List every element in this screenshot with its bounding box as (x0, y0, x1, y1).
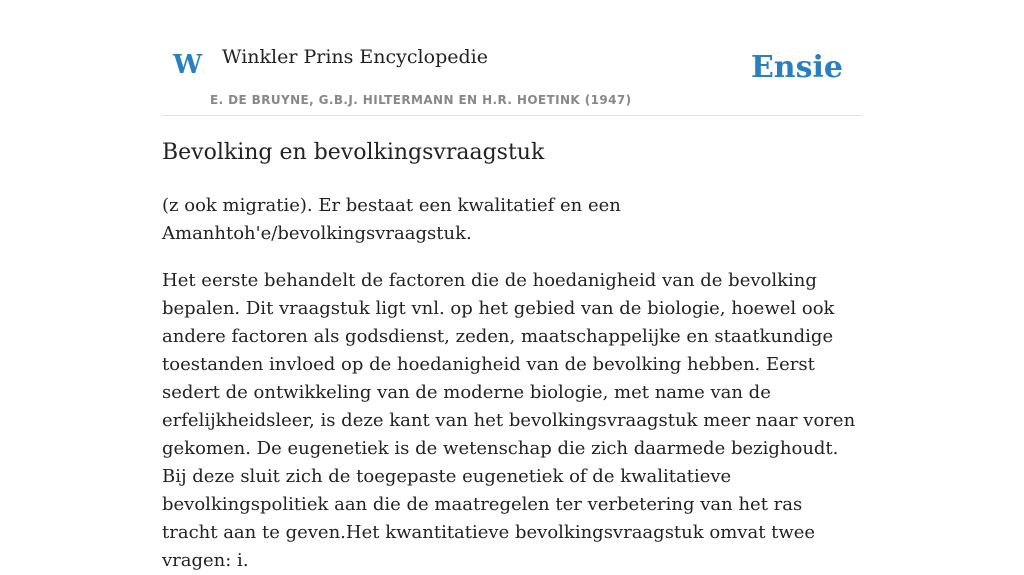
ensie-logo[interactable]: Ensie (750, 50, 843, 85)
site-title[interactable]: Winkler Prins Encyclopedie (222, 46, 488, 68)
authors-credit: E. DE BRUYNE, G.B.J. HILTERMANN EN H.R. HOETINK (1947) (210, 93, 632, 107)
article-paragraph-intro: (z ook migratie). Er bestaat een kwalitatief en een Amanhtoh'e/bevolkingsvraagstuk. (162, 195, 621, 244)
encyclopedia-logo[interactable]: W (173, 50, 203, 80)
article-paragraph-body: Het eerste behandelt de factoren die de hoedanigheid van de bevolking bepalen. Dit vraagstuk ligt vnl. op het gebied van de biologie, hoewel ook andere factoren als godsdienst, zeden, maatschappelijke en staatkundige toestanden invloed op de hoedanigheid van de bevolking hebben. Eerst sedert de ontwikkeling van de moderne biologie, met name van de erfelijkheidsleer, is deze kant van het bevolkingsvraagstuk meer naar voren gekomen. De eugenetiek is de wetenschap die zich daarmede bezighoudt. Bij deze sluit zich de toegepaste eugenetiek of de kwalitatieve bevolkingspolitiek aan die de maatregelen ter verbetering van het ras tracht aan te geven.Het kwantitatieve bevolkingsvraagstuk omvat twee vragen: i. (162, 270, 856, 571)
article-title: Bevolking en bevolkingsvraagstuk (162, 140, 545, 165)
site-header (162, 40, 862, 116)
